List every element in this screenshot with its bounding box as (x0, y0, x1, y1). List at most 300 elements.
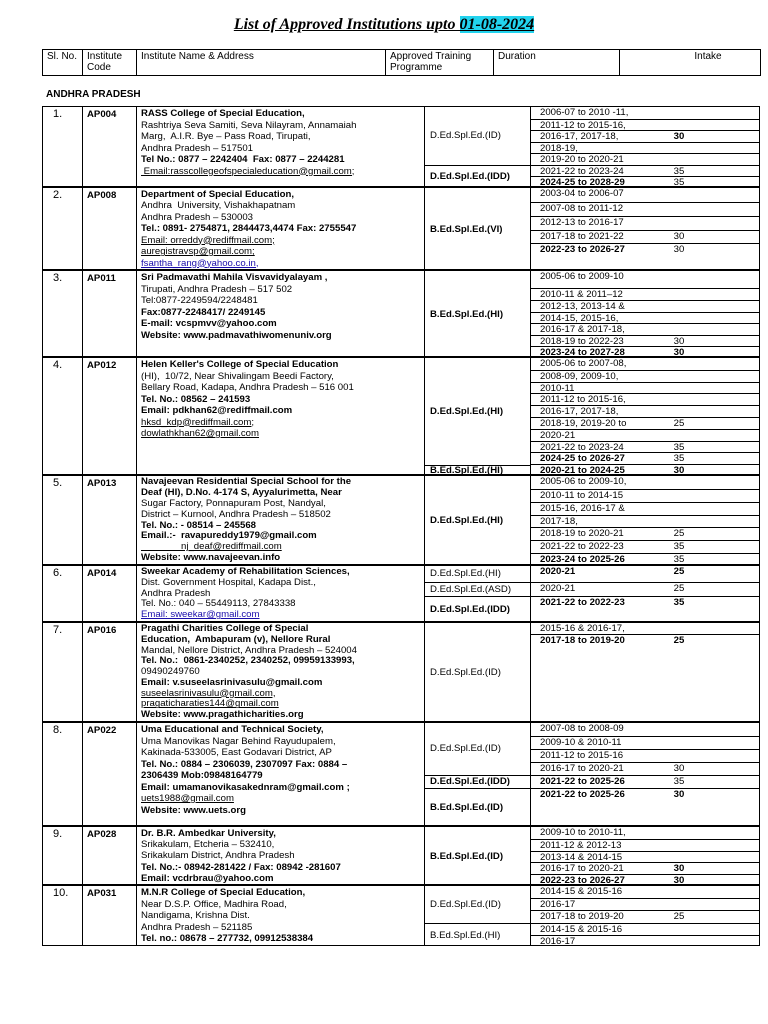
training-programme (425, 775, 530, 788)
address-line: Email: pdkhan62@rediffmail.com (141, 405, 293, 416)
address-line: Uma Educational and Technical Society, (141, 724, 324, 735)
training-programme (425, 623, 530, 723)
institute-code: AP012 (82, 357, 136, 475)
address-line: RASS College of Special Education, (141, 108, 305, 119)
intake-value: 30 (673, 244, 685, 256)
training-programme (425, 827, 530, 886)
address-line: Dr. B.R. Ambedkar University, (141, 828, 276, 839)
address-line: Tel. No.:- 08942-281422 / Fax: 08942 -281607 (141, 861, 341, 873)
address-line: E-mail: vcspmvv@yahoo.com (141, 318, 277, 329)
intake-value: 30 (673, 789, 685, 800)
institute-address (136, 885, 424, 946)
duration-row (531, 862, 759, 874)
duration-row (531, 788, 759, 827)
intake-value: 30 (673, 863, 685, 875)
address-line: Tel. no.: 08678 – 277732, 09912538384 (141, 933, 314, 944)
programme-label: B.Ed.Spl.Ed.(HI) (430, 308, 504, 320)
address-line: hksd_kdp@rediffmail.com; (141, 416, 255, 428)
address-line: Tel No.: 0877 – 2242404 Fax: 0877 – 2244281 (141, 154, 345, 165)
duration-column (530, 885, 760, 946)
duration-row (531, 527, 759, 540)
institute-code: AP022 (82, 722, 136, 826)
duration-text: 2010-11 to 2014-15 (540, 489, 624, 501)
address-line: Deaf (HI), D.No. 4-174 S, Ayyalurimetta, Near (141, 486, 342, 498)
intake-value: 35 (673, 541, 685, 553)
duration-row (531, 382, 759, 394)
training-programme (425, 358, 530, 465)
duration-text: 2006-07 to 2010 -11, (540, 107, 629, 118)
duration-text: 2009-10 to 2010-11, (540, 827, 626, 838)
intake-value: 30 (673, 347, 685, 359)
duration-row (531, 107, 759, 119)
duration-row (531, 775, 759, 788)
address-line: pragaticharaties144@gmail.com (141, 698, 279, 710)
address-line: Tel. No.: 0884 – 2306039, 2307097 Fax: 0884 – (141, 758, 348, 770)
serial-number: 2. (42, 187, 82, 270)
duration-row (531, 393, 759, 405)
duration-text: 2009-10 & 2010-11 (540, 737, 622, 748)
address-line: Tirupati, Andhra Pradesh – 517 502 (141, 283, 293, 295)
duration-row (531, 851, 759, 863)
duration-text: 2021-22 to 2022-23 (540, 596, 625, 608)
duration-column (530, 187, 760, 270)
serial-number: 4. (42, 357, 82, 475)
programme-column (424, 722, 530, 826)
duration-row (531, 405, 759, 417)
table-row (42, 565, 761, 622)
duration-text: 2023-24 to 2027-28 (540, 347, 625, 359)
duration-row (531, 188, 759, 202)
duration-text: 2014-15, 2015-16, (540, 312, 619, 324)
duration-column (530, 106, 760, 187)
duration-row (531, 142, 759, 154)
address-line: Andhra University, Vishakhapatnam (141, 200, 296, 212)
duration-text: 2010-11 & 2011–12 (540, 289, 623, 301)
duration-text: 2005-06 to 2007-08, (540, 358, 627, 369)
programme-label: D.Ed.Spl.Ed.(ASD) (430, 583, 512, 595)
address-line: Email:rasscollegeofspecialeducation@gmail.com; (141, 165, 355, 177)
duration-text: 2024-25 to 2026-27 (540, 453, 625, 465)
address-line: Email: vcdrbrau@yahoo.com (141, 872, 274, 884)
table-row (42, 270, 761, 357)
duration-row (531, 623, 759, 634)
duration-text: 2016-17 to 2020-21 (540, 763, 624, 774)
intake-value: 30 (673, 763, 685, 774)
duration-row (531, 839, 759, 851)
duration-row (531, 476, 759, 489)
training-programme (425, 596, 530, 623)
address-line: Sugar Factory, Ponnapuram Post, Nandyal, (141, 497, 326, 509)
duration-row (531, 429, 759, 441)
region-heading: ANDHRA PRADESH (46, 89, 141, 100)
serial-number: 5. (42, 475, 82, 565)
duration-text: 2017-18 to 2021-22 (540, 230, 624, 242)
institute-address (136, 565, 424, 622)
duration-text: 2014-15 & 2015-16 (540, 886, 623, 897)
duration-row (531, 230, 759, 244)
institute-code: AP008 (82, 187, 136, 270)
address-line: District – Kurnool, Andhra Pradesh – 518502 (141, 508, 331, 520)
address-line: dowlathkhan62@gmail.com (141, 428, 259, 439)
programme-label: B.Ed.Spl.Ed.(ID) (430, 850, 504, 862)
address-line: Dist. Government Hospital, Kadapa Dist., (141, 576, 316, 588)
duration-text: 2020-21 (540, 582, 576, 594)
header-intake: Intake (694, 51, 722, 62)
institute-address (136, 722, 424, 826)
duration-row (531, 596, 759, 623)
duration-row (531, 502, 759, 515)
programme-label: B.Ed.Spl.Ed.(HI) (430, 929, 501, 941)
address-line: Email: v.suseelasrinivasulu@gmail.com (141, 676, 323, 688)
duration-text: 2016-17 (540, 935, 576, 947)
programme-label: D.Ed.Spl.Ed.(HI) (430, 568, 501, 580)
programme-column (424, 565, 530, 622)
address-line: Tel. No.: 0861-2340252, 2340252, 09959133993, (141, 655, 355, 667)
address-line: 09490249760 (141, 666, 200, 678)
programme-label: D.Ed.Spl.Ed.(IDD) (430, 776, 510, 788)
duration-column (530, 270, 760, 357)
programme-column (424, 357, 530, 475)
duration-text: 2014-15 & 2015-16 (540, 923, 623, 935)
duration-row (531, 370, 759, 382)
address-line: fsantha_rang@yahoo.co.in, (141, 257, 259, 269)
duration-text: 2003-04 to 2006-07 (540, 188, 624, 199)
duration-text: 2018-19, 2019-20 to (540, 418, 627, 429)
institute-address (136, 826, 424, 885)
serial-number: 9. (42, 826, 82, 885)
duration-text: 2010-11 (540, 382, 575, 394)
serial-number: 1. (42, 106, 82, 187)
institute-code: AP028 (82, 826, 136, 885)
duration-row (531, 736, 759, 749)
address-line: Srikakulam District, Andhra Pradesh (141, 850, 295, 862)
duration-text: 2021-22 to 2025-26 (540, 789, 625, 800)
duration-column (530, 565, 760, 622)
programme-column (424, 475, 530, 565)
address-line: Navajeevan Residential Special School for the (141, 476, 352, 487)
training-programme (425, 582, 530, 596)
address-line: Email: orreddy@rediffmail.com; (141, 234, 275, 246)
duration-row (531, 323, 759, 335)
duration-text: 2021-22 to 2023-24 (540, 165, 624, 177)
address-line: Rashtriya Seva Samiti, Seva Nilayram, Annamaiah (141, 119, 357, 131)
institute-code: AP031 (82, 885, 136, 946)
training-programme (425, 723, 530, 775)
intake-value: 30 (673, 131, 685, 143)
duration-text: 2024-25 to 2028-29 (540, 177, 625, 189)
duration-row (531, 288, 759, 300)
programme-column (424, 187, 530, 270)
duration-row (531, 898, 759, 910)
duration-row (531, 153, 759, 165)
address-line: auregistravsp@gmail.com; (141, 246, 255, 258)
training-programme (425, 165, 530, 188)
duration-row (531, 165, 759, 177)
duration-text: 2022-23 to 2026-27 (540, 875, 625, 887)
duration-text: 2011-12 to 2015-16 (540, 750, 624, 761)
duration-row (531, 749, 759, 762)
address-line: Education, Ambapuram (v), Nellore Rural (141, 633, 331, 645)
duration-row (531, 515, 759, 528)
address-line: Sweekar Academy of Rehabilitation Sciences, (141, 566, 350, 577)
training-programme (425, 476, 530, 566)
address-line: 2306439 Mob:09848164779 (141, 770, 263, 781)
intake-value: 35 (673, 165, 685, 177)
address-line: Email: umamanovikasakednram@gmail.com ; (141, 781, 350, 793)
duration-row (531, 243, 759, 271)
duration-text: 2016-17 to 2020-21 (540, 863, 624, 875)
table-row (42, 475, 761, 565)
intake-value: 35 (673, 776, 685, 787)
duration-row (531, 634, 759, 723)
intake-value: 25 (673, 418, 685, 429)
table-row (42, 826, 761, 885)
programme-column (424, 826, 530, 885)
intake-value: 30 (673, 465, 685, 477)
address-line: Pragathi Charities College of Special (141, 623, 309, 634)
duration-row (531, 216, 759, 230)
duration-text: 2015-16, 2016-17 & (540, 502, 625, 514)
institute-code: AP011 (82, 270, 136, 357)
duration-text: 2011-12 to 2015-16, (540, 394, 626, 406)
address-line: Andhra Pradesh – 521185 (141, 921, 253, 933)
duration-row (531, 312, 759, 324)
address-line: Website: www.navajeevan.info (141, 552, 281, 564)
intake-value: 30 (673, 335, 685, 347)
programme-label: D.Ed.Spl.Ed.(ID) (430, 898, 501, 910)
address-line: (HI), 10/72, Near Shivalingam Beedi Factory, (141, 370, 334, 382)
programme-label: D.Ed.Spl.Ed.(IDD) (430, 171, 510, 183)
programme-column (424, 270, 530, 357)
address-line: Sri Padmavathi Mahila Visvavidyalayam , (141, 272, 328, 283)
title-date: 01-08-2024 (459, 16, 535, 33)
programme-label: D.Ed.Spl.Ed.(ID) (430, 743, 501, 755)
address-line: Tel. No.: 040 – 55449113, 27843338 (141, 598, 296, 610)
address-line: Bellary Road, Kadapa, Andhra Pradesh – 516 001 (141, 382, 354, 393)
address-line: Andhra Pradesh (141, 587, 211, 599)
duration-row (531, 130, 759, 142)
address-line: uets1988@gmail.com (141, 793, 234, 804)
duration-text: 2020-21 (540, 566, 576, 577)
intake-value: 25 (673, 528, 685, 540)
intake-value: 25 (673, 911, 685, 923)
training-programme (425, 271, 530, 358)
intake-value: 25 (673, 566, 685, 577)
duration-text: 2023-24 to 2025-26 (540, 554, 625, 566)
training-programme (425, 923, 530, 947)
address-line: Marg, A.I.R. Bye – Pass Road, Tirupati, (141, 131, 311, 142)
duration-text: 2015-16 & 2016-17, (540, 623, 625, 634)
duration-row (531, 540, 759, 553)
training-programme (425, 107, 530, 165)
institute-code: AP004 (82, 106, 136, 187)
intake-value: 35 (673, 177, 685, 189)
duration-column (530, 357, 760, 475)
duration-text: 2008-09, 2009-10, (540, 370, 619, 382)
serial-number: 3. (42, 270, 82, 357)
address-line: Fax:0877-2248417/ 2249145 (141, 306, 266, 318)
address-line: nj_deaf@rediffmail.com (141, 541, 282, 553)
intake-value: 30 (673, 875, 685, 887)
address-line: Tel. No.: 08562 – 241593 (141, 393, 251, 405)
programme-label: B.Ed.Spl.Ed.(ID) (430, 802, 504, 814)
programme-label: D.Ed.Spl.Ed.(ID) (430, 667, 501, 679)
address-line: Tel. No.: - 08514 – 245568 (141, 519, 257, 531)
institute-address (136, 475, 424, 565)
table-row (42, 885, 761, 946)
intake-value: 25 (673, 635, 685, 647)
programme-label: D.Ed.Spl.Ed.(HI) (430, 515, 504, 527)
address-line: Mandal, Nellore District, Andhra Pradesh – 524004 (141, 644, 357, 656)
table-row (42, 622, 761, 722)
duration-text: 2012-13, 2013-14 & (540, 301, 625, 312)
address-line: M.N.R College of Special Education, (141, 887, 306, 898)
duration-row (531, 935, 759, 947)
duration-text: 2022-23 to 2026-27 (540, 244, 625, 256)
programme-column (424, 885, 530, 946)
programme-label: D.Ed.Spl.Ed.(HI) (430, 405, 504, 417)
duration-text: 2005-06 to 2009-10 (540, 271, 624, 282)
address-line: Andhra Pradesh – 530003 (141, 211, 254, 223)
duration-row (531, 452, 759, 464)
serial-number: 10. (42, 885, 82, 946)
duration-text: 2007-08 to 2008-09 (540, 723, 624, 734)
duration-text: 2021-22 to 2025-26 (540, 776, 625, 787)
duration-row (531, 886, 759, 898)
header-name: Institute Name & Address (137, 50, 386, 75)
institute-code: AP013 (82, 475, 136, 565)
header-programme: Approved Training Programme (386, 50, 494, 75)
duration-text: 2018-19 to 2020-21 (540, 528, 624, 540)
address-line: Uma Manovikas Nagar Behind Rayudupalem, (141, 735, 336, 747)
duration-text: 2021-22 to 2023-24 (540, 441, 624, 453)
training-programme (425, 566, 530, 582)
duration-text: 2013-14 & 2014-15 (540, 851, 623, 863)
title-text: List of Approved Institutions upto (233, 16, 460, 33)
intake-value: 35 (673, 441, 685, 453)
duration-text: 2018-19 to 2022-23 (540, 335, 624, 347)
programme-label: B.Ed.Spl.Ed.(VI) (430, 223, 503, 235)
duration-row (531, 723, 759, 736)
table-row (42, 106, 761, 187)
intake-value: 30 (673, 230, 685, 242)
institute-code: AP016 (82, 622, 136, 722)
serial-number: 7. (42, 622, 82, 722)
programme-label: D.Ed.Spl.Ed.(ID) (430, 130, 501, 142)
programme-column (424, 106, 530, 187)
duration-row (531, 489, 759, 502)
document-title (0, 16, 768, 34)
duration-text: 2016-17, 2017-18, (540, 131, 619, 143)
duration-text: 2005-06 to 2009-10, (540, 476, 627, 487)
institute-address (136, 270, 424, 357)
programme-label: D.Ed.Spl.Ed.(IDD) (430, 604, 510, 616)
address-line: Near D.S.P. Office, Madhira Road, (141, 898, 287, 910)
training-programme (425, 886, 530, 923)
duration-row (531, 202, 759, 216)
serial-number: 6. (42, 565, 82, 622)
duration-text: 2011-12 to 2015-16, (540, 119, 626, 131)
address-line: Srikakulam, Etcheria – 532410, (141, 839, 275, 851)
duration-text: 2016-17 & 2017-18, (540, 324, 625, 336)
table-row (42, 722, 761, 826)
duration-column (530, 475, 760, 565)
institute-address (136, 106, 424, 187)
duration-row (531, 566, 759, 582)
institute-code: AP014 (82, 565, 136, 622)
duration-row (531, 923, 759, 935)
duration-text: 2017-18 to 2019-20 (540, 911, 624, 923)
address-line: Website: www.pragathicharities.org (141, 709, 304, 721)
duration-text: 2012-13 to 2016-17 (540, 216, 624, 228)
address-line: Email: sweekar@gmail.com (141, 609, 260, 621)
duration-text: 2019-20 to 2020-21 (540, 154, 624, 166)
duration-text: 2021-22 to 2022-23 (540, 541, 624, 553)
table-row (42, 187, 761, 270)
programme-label: B.Ed.Spl.Ed.(HI) (430, 465, 504, 477)
header-duration: Duration (494, 50, 620, 75)
header-code: Institute Code (83, 50, 137, 75)
duration-row (531, 827, 759, 839)
intake-value: 35 (673, 596, 685, 608)
duration-text: 2017-18 to 2019-20 (540, 635, 625, 647)
duration-row (531, 358, 759, 370)
address-line: Website: www.uets.org (141, 804, 247, 816)
duration-text: 2017-18, (540, 515, 578, 527)
table-header (42, 49, 761, 76)
duration-row (531, 271, 759, 288)
intake-value: 35 (673, 453, 685, 465)
address-line: Tel:0877-2249594/2248481 (141, 295, 258, 306)
duration-row (531, 762, 759, 775)
address-line: Nandigama, Krishna Dist. (141, 910, 250, 921)
institute-address (136, 622, 424, 722)
programme-column (424, 622, 530, 722)
address-line: Tel.: 0891- 2754871, 2844473,4474 Fax: 2755547 (141, 223, 357, 235)
institute-address (136, 357, 424, 475)
duration-text: 2011-12 & 2012-13 (540, 839, 622, 851)
duration-column (530, 722, 760, 826)
duration-text: 2007-08 to 2011-12 (540, 202, 624, 214)
intake-value: 25 (673, 582, 685, 594)
duration-row (531, 119, 759, 131)
duration-row (531, 335, 759, 347)
duration-text: 2020-21 to 2024-25 (540, 465, 625, 477)
duration-text: 2016-17 (540, 899, 576, 911)
serial-number: 8. (42, 722, 82, 826)
header-sl: Sl. No. (43, 50, 83, 75)
address-line: Andhra Pradesh – 517501 (141, 142, 254, 154)
address-line: Website: www.padmavathiwomenuniv.org (141, 329, 332, 341)
table-row (42, 357, 761, 475)
address-line: suseelasrinivasulu@gmail.com, (141, 687, 276, 699)
duration-text: 2020-21 (540, 429, 576, 441)
address-line: Helen Keller's College of Special Education (141, 359, 339, 370)
address-line: Kakinada-533005, East Godavari District, AP (141, 747, 332, 758)
duration-row (531, 441, 759, 453)
duration-text: 2016-17, 2017-18, (540, 406, 619, 418)
address-line: Department of Special Education, (141, 189, 294, 200)
institute-address (136, 187, 424, 270)
duration-row (531, 910, 759, 922)
duration-text: 2018-19, (540, 142, 578, 154)
duration-column (530, 826, 760, 885)
training-programme (425, 788, 530, 827)
duration-column (530, 622, 760, 722)
duration-row (531, 582, 759, 596)
address-line: Email.:- ravapureddy1979@gmail.com (141, 530, 317, 542)
duration-row (531, 300, 759, 312)
